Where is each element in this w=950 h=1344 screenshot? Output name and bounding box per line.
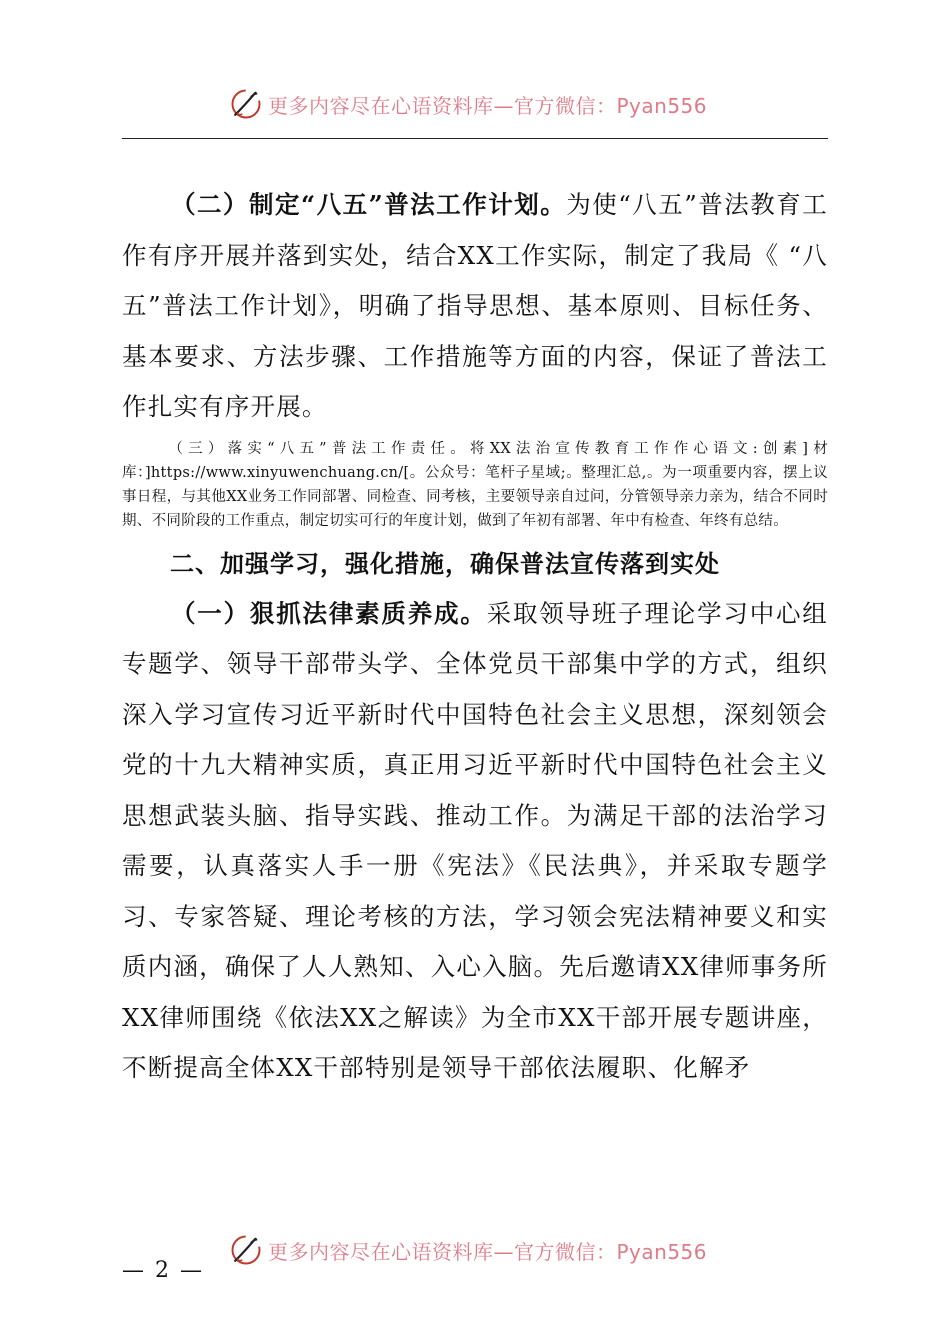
section-heading-2: 二、加强学习，强化措施，确保普法宣传落到实处 (170, 549, 720, 578)
paragraph-study-lead: （一）狠抓法律素质养成。 (171, 598, 487, 628)
header-divider (122, 138, 828, 139)
paragraph-study-body: 采取领导班子理论学习中心组专题学、领导干部带头学、全体党员干部集中学的方式，组织深入学习宣传习近平新时代中国特色社会主义思想，深刻领会党的十九大精神实质，真正用习近平新时代中国特色社会主义思想武装头脑、指导实践、推动工作。为满足干部的法治学习需要，认真落实人手一册《宪法》《民法典》，并采取专题学习、专家答疑、理论考核的方法，学习领会宪法精神要义和实质内涵，确保了人人熟知、入心入脑。先后邀请XX律师事务所XX律师围绕《依法XX之解读》为全市XX干部开展专题讲座，不断提高全体XX干部特别是领导干部依法履职、化解矛 (122, 598, 828, 1082)
calligraphy-pen-icon (228, 1232, 264, 1268)
paragraph-study (122, 589, 828, 1094)
paragraph-plan-body: 为使“八五”普法教育工作有序开展并落到实处，结合XX工作实际，制定了我局《 “八五”普法工作计划》，明确了指导思想、基本原则、目标任务、基本要求、方法步骤、工作措施等方面的内容，保证了普法工作扎实有序开展。 (122, 190, 829, 421)
footer-banner-text: 更多内容尽在心语资料库—官方微信：Pyan556 (268, 1239, 708, 1264)
page-number: — 2 — (122, 1258, 204, 1283)
document-body (122, 180, 828, 1094)
paragraph-plan (122, 180, 828, 433)
paragraph-plan-lead: （二）制定“八五”普法工作计划。 (171, 190, 567, 219)
header-banner (228, 84, 748, 124)
calligraphy-pen-icon (228, 86, 264, 122)
paragraph-responsibility: （三）落实“八五”普法工作责任。将XX法治宣传教育工作作心语文:创素]材库：]https://www.xinyuwenchuang.cn/[。公众号：笔杆子星域;。整理汇总,。为一项重要内容，摆上议事日程，与其他XX业务工作同部署、同检查、同考核，主要领导亲自过问，分管领导亲力亲为，结合不同时期、不同阶段的工作重点，制定切实可行的年度计划，做到了年初有部署、年中有检查、年终有总结。 (122, 440, 828, 529)
header-banner-text: 更多内容尽在心语资料库—官方微信：Pyan556 (268, 93, 708, 118)
footer-banner (228, 1230, 748, 1270)
